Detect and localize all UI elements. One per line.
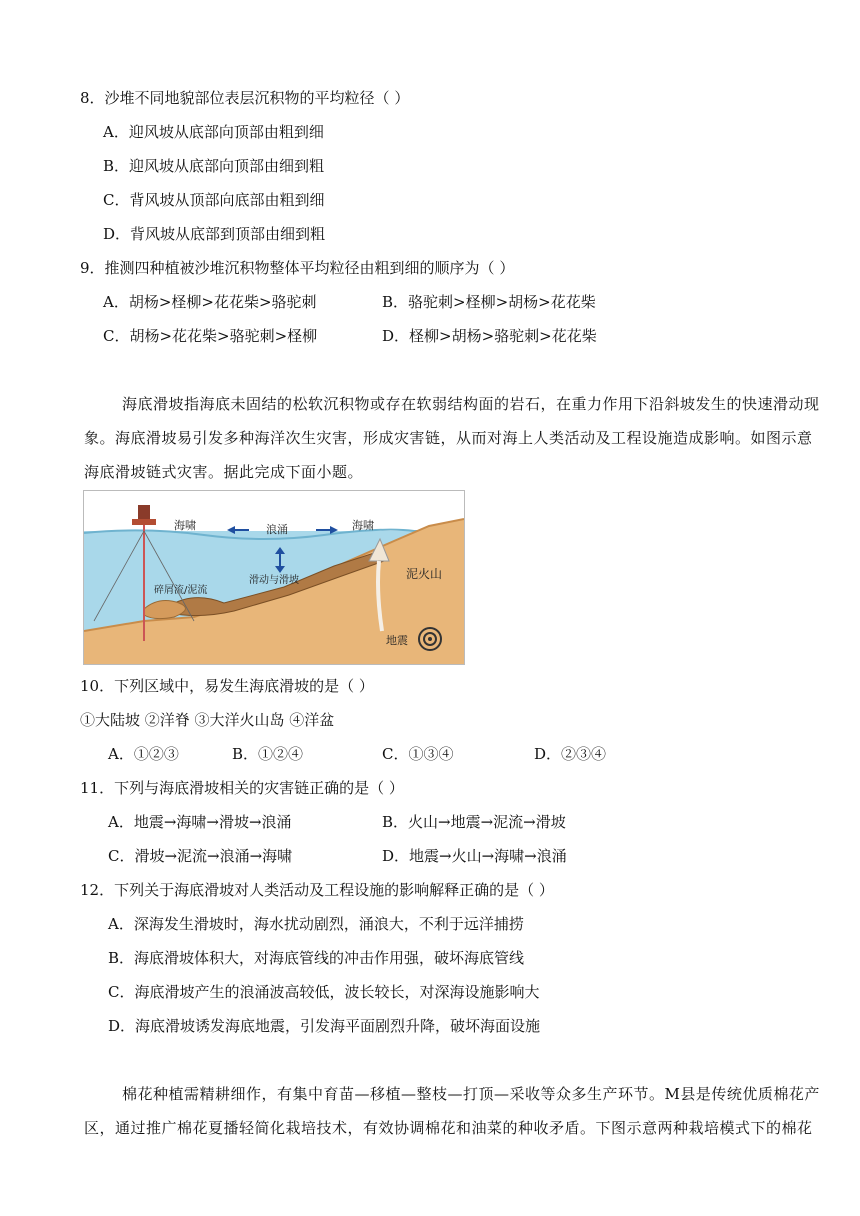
q10-option-a: A．①②③ [108,745,179,763]
q9-option-c: C．胡杨>花花柴>骆驼刺>柽柳 [103,327,318,345]
q8-stem: 8．沙堆不同地貌部位表层沉积物的平均粒径（ ） [80,89,410,107]
passage2-line1: 棉花种植需精耕细作，有集中育苗—移植—整枝—打顶—采收等众多生产环节。M县是传统优质棉花产 [122,1085,820,1103]
q8-option-a: A．迎风坡从底部向顶部由粗到细 [103,123,324,141]
q12-stem: 12．下列关于海底滑坡对人类活动及工程设施的影响解释正确的是（ ） [80,881,554,899]
label-mud-volcano: 泥火山 [406,567,443,581]
submarine-landslide-figure [83,490,465,665]
figure-svg [84,491,464,664]
label-tsunami-left: 海啸 [174,519,196,532]
q12-option-b: B．海底滑坡体积大，对海底管线的冲击作用强，破坏海底管线 [108,949,525,967]
passage1-line3: 海底滑坡链式灾害。据此完成下面小题。 [84,463,364,481]
q8-option-d: D．背风坡从底部到顶部由细到粗 [103,225,326,243]
q9-stem: 9．推测四种植被沙堆沉积物整体平均粒径由粗到细的顺序为（ ） [80,259,515,277]
label-earthquake: 地震 [386,634,408,647]
q10-option-c: C．①③④ [382,745,454,763]
q9-option-a: A．胡杨>柽柳>花花柴>骆驼刺 [103,293,317,311]
label-tsunami-right: 海啸 [352,519,374,532]
q11-option-d: D．地震→火山→海啸→浪涌 [382,847,567,865]
q12-option-a: A．深海发生滑坡时，海水扰动剧烈，涌浪大，不利于远洋捕捞 [108,915,524,933]
q10-option-d: D．②③④ [534,745,607,763]
label-surge: 浪涌 [266,523,288,536]
q11-option-b: B．火山→地震→泥流→滑坡 [382,813,566,831]
q12-option-d: D．海底滑坡诱发海底地震，引发海平面剧烈升降，破坏海面设施 [108,1017,541,1035]
passage1-line2: 象。海底滑坡易引发多种海洋次生灾害，形成灾害链，从而对海上人类活动及工程设施造成影响。如图示意 [84,429,813,447]
passage1-line1: 海底滑坡指海底未固结的松软沉积物或存在软弱结构面的岩石，在重力作用下沿斜坡发生的快速滑动现 [122,395,820,413]
q10-stem: 10．下列区域中，易发生海底滑坡的是（ ） [80,677,374,695]
platform-tower [138,505,150,521]
q10-items: ①大陆坡 ②洋脊 ③大洋火山岛 ④洋盆 [80,711,335,729]
q10-option-b: B．①②④ [232,745,304,763]
q11-option-c: C．滑坡→泥流→浪涌→海啸 [108,847,293,865]
q8-option-b: B．迎风坡从底部向顶部由细到粗 [103,157,325,175]
q12-option-c: C．海底滑坡产生的浪涌波高较低，波长较长，对深海设施影响大 [108,983,540,1001]
q9-option-d: D．柽柳>胡杨>骆驼刺>花花柴 [382,327,597,345]
q8-option-c: C．背风坡从顶部向底部由粗到细 [103,191,325,209]
label-slide: 滑动与滑坡 [249,575,299,586]
q11-stem: 11．下列与海底滑坡相关的灾害链正确的是（ ） [80,779,404,797]
label-debris: 碎屑流/泥流 [154,585,208,596]
passage2-line2: 区，通过推广棉花夏播轻简化栽培技术，有效协调棉花和油菜的种收矛盾。下图示意两种栽培模式下的棉花 [84,1119,813,1137]
q11-option-a: A．地震→海啸→滑坡→浪涌 [108,813,292,831]
q9-option-b: B．骆驼刺>柽柳>胡杨>花花柴 [382,293,596,311]
